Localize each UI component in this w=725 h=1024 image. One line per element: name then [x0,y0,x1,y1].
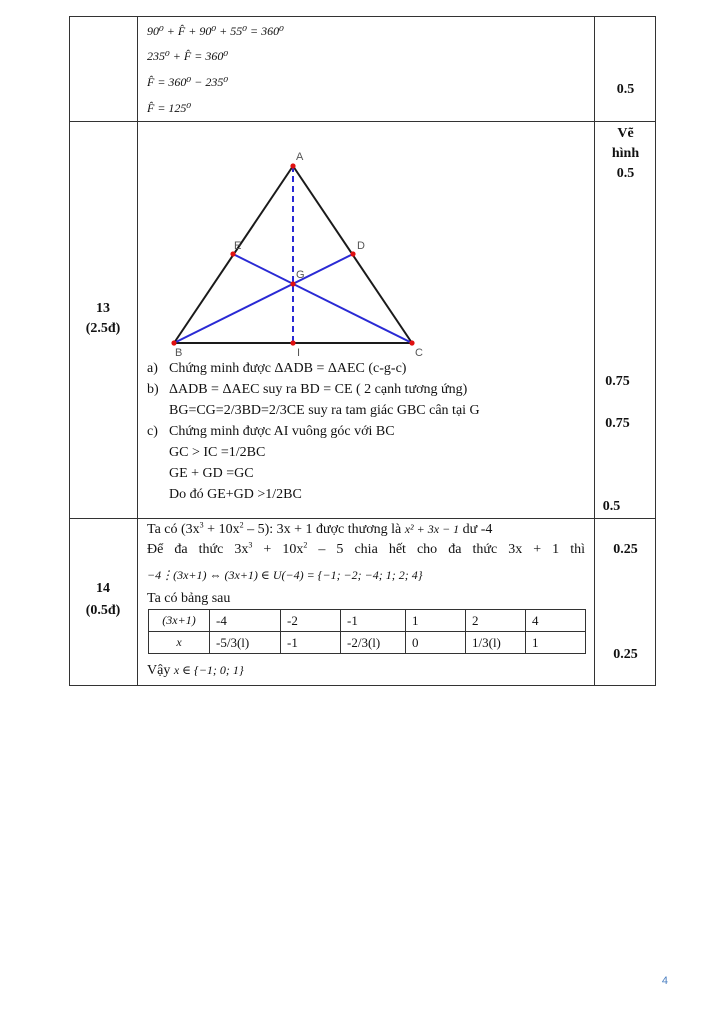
table-header-cell: (3x+1) [149,610,210,632]
label-i: I [297,347,301,359]
score-part-c: 0.75 [605,416,630,431]
table-cell: -4 [210,610,281,632]
divisor-equation: −4⋮(3x+1) ⇔ (3x+1) ∈ U(−4) = {−1; −2; −4; 1; 2; 4} [147,568,423,582]
point-e [230,251,235,256]
label-a: A [296,151,304,163]
point-d [350,251,355,256]
proof-item-c-step3: Do đó GE+GD >1/2BC [169,487,302,502]
table-cell: -2 [281,610,341,632]
table-cell: 1 [526,632,586,654]
label-g: G [296,269,305,281]
row3-score-2: 0.25 [613,647,638,662]
conclusion [147,661,244,680]
table-cell: 2 [466,610,526,632]
proof-item-b [147,381,467,399]
table-row [149,632,586,654]
question-14-points: (0.5đ) [85,603,121,618]
text-part: Vậy [147,663,174,678]
proof-item-a [147,360,406,378]
proof-item-text: Chứng minh được ΔADB = ΔAEC (c-g-c) [169,361,407,376]
row1-score: 0.5 [616,82,635,97]
text-part: Ta có (3x [147,522,200,537]
row-divider-1 [69,121,656,122]
divisibility-condition: Để đa thức $3x^3 + 10x^2 - 5$ chia hết cho đa thức 3x + 1 thì [147,540,585,557]
solution-set: x ∈ {−1; 0; 1} [173,663,244,677]
triangle-figure [159,144,439,359]
table-cell: -1 [341,610,406,632]
table-header-cell: x [149,632,210,654]
point-g [290,281,295,286]
col-divider-2 [594,16,595,686]
text-part: dư -4 [459,522,493,537]
table-intro: Ta có bảng sau [147,591,231,606]
row-divider-2 [69,518,656,519]
text-part: – 5 chia hết cho đa thức 3x + 1 thì [307,542,585,557]
score-figure-label-1: Vẽ [617,126,634,141]
question-13-number: 13 [96,301,110,316]
point-a [290,163,295,168]
values-table [148,609,586,654]
page-number: 4 [661,975,668,987]
text-part: – 5): 3x + 1 được thương là [243,522,405,537]
proof-item-c-step1: GC > IC =1/2BC [169,445,266,460]
table-border-bottom [69,685,656,686]
question-13-points: (2.5đ) [85,321,121,336]
table-cell: 0 [406,632,466,654]
proof-item-text: Chứng minh được AI vuông góc với BC [169,424,395,439]
equation-line-1: 90⁰ + F̂ + 90⁰ + 55⁰ = 360⁰ [147,24,284,38]
table-cell: -5/3(l) [210,632,281,654]
label-b: B [175,347,183,359]
label-e: E [234,240,242,252]
label-d: D [357,240,365,252]
label-c: C [415,347,423,359]
table-cell: 4 [526,610,586,632]
text-part: Để đa thức 3x [147,542,249,557]
score-part-b: 0.75 [605,374,630,389]
proof-item-marker: c) [147,424,158,439]
segment-bd [174,254,353,343]
equation-line-2: 235⁰ + F̂ = 360⁰ [147,49,229,63]
point-c [409,340,414,345]
table-cell: 1/3(l) [466,632,526,654]
equation-line-4: F̂ = 125⁰ [147,101,192,115]
answer-table [69,16,656,686]
proof-item-marker: b) [147,382,159,397]
equation-line-3: F̂ = 360⁰ − 235⁰ [147,75,229,89]
segment-ce [233,254,412,343]
proof-item-c-step2: GE + GD =GC [169,466,254,481]
point-i [290,340,295,345]
score-figure-value: 0.5 [616,166,635,181]
table-cell: -1 [281,632,341,654]
proof-item-marker: a) [147,361,158,376]
table-row [149,610,586,632]
proof-item-c [147,423,395,441]
text-part: + 10x [252,542,304,557]
table-cell: 1 [406,610,466,632]
table-cell: -2/3(l) [341,632,406,654]
proof-item-b-detail: BG=CG=2/3BD=2/3CE suy ra tam giác GBC cân tại G [169,403,480,418]
table-border-right [655,16,656,686]
score-part-end: 0.5 [602,499,621,514]
table-border-top [69,16,656,17]
quotient-expression: x² + 3x − 1 [404,522,460,536]
proof-item-text: ΔADB = ΔAEC suy ra BD = CE ( 2 cạnh tương ứng) [169,382,468,397]
row3-score-1: 0.25 [613,542,638,557]
question-14-number: 14 [96,581,110,596]
point-b [171,340,176,345]
text-part: + 10x [203,522,240,537]
score-figure-label-2: hình [611,146,640,161]
division-statement: Ta có $(3x^3 + 10x^2 - 5)$: 3x + 1 được thương là x² + 3x − 1 dư -4 [147,520,493,537]
col-divider-1 [137,16,138,686]
